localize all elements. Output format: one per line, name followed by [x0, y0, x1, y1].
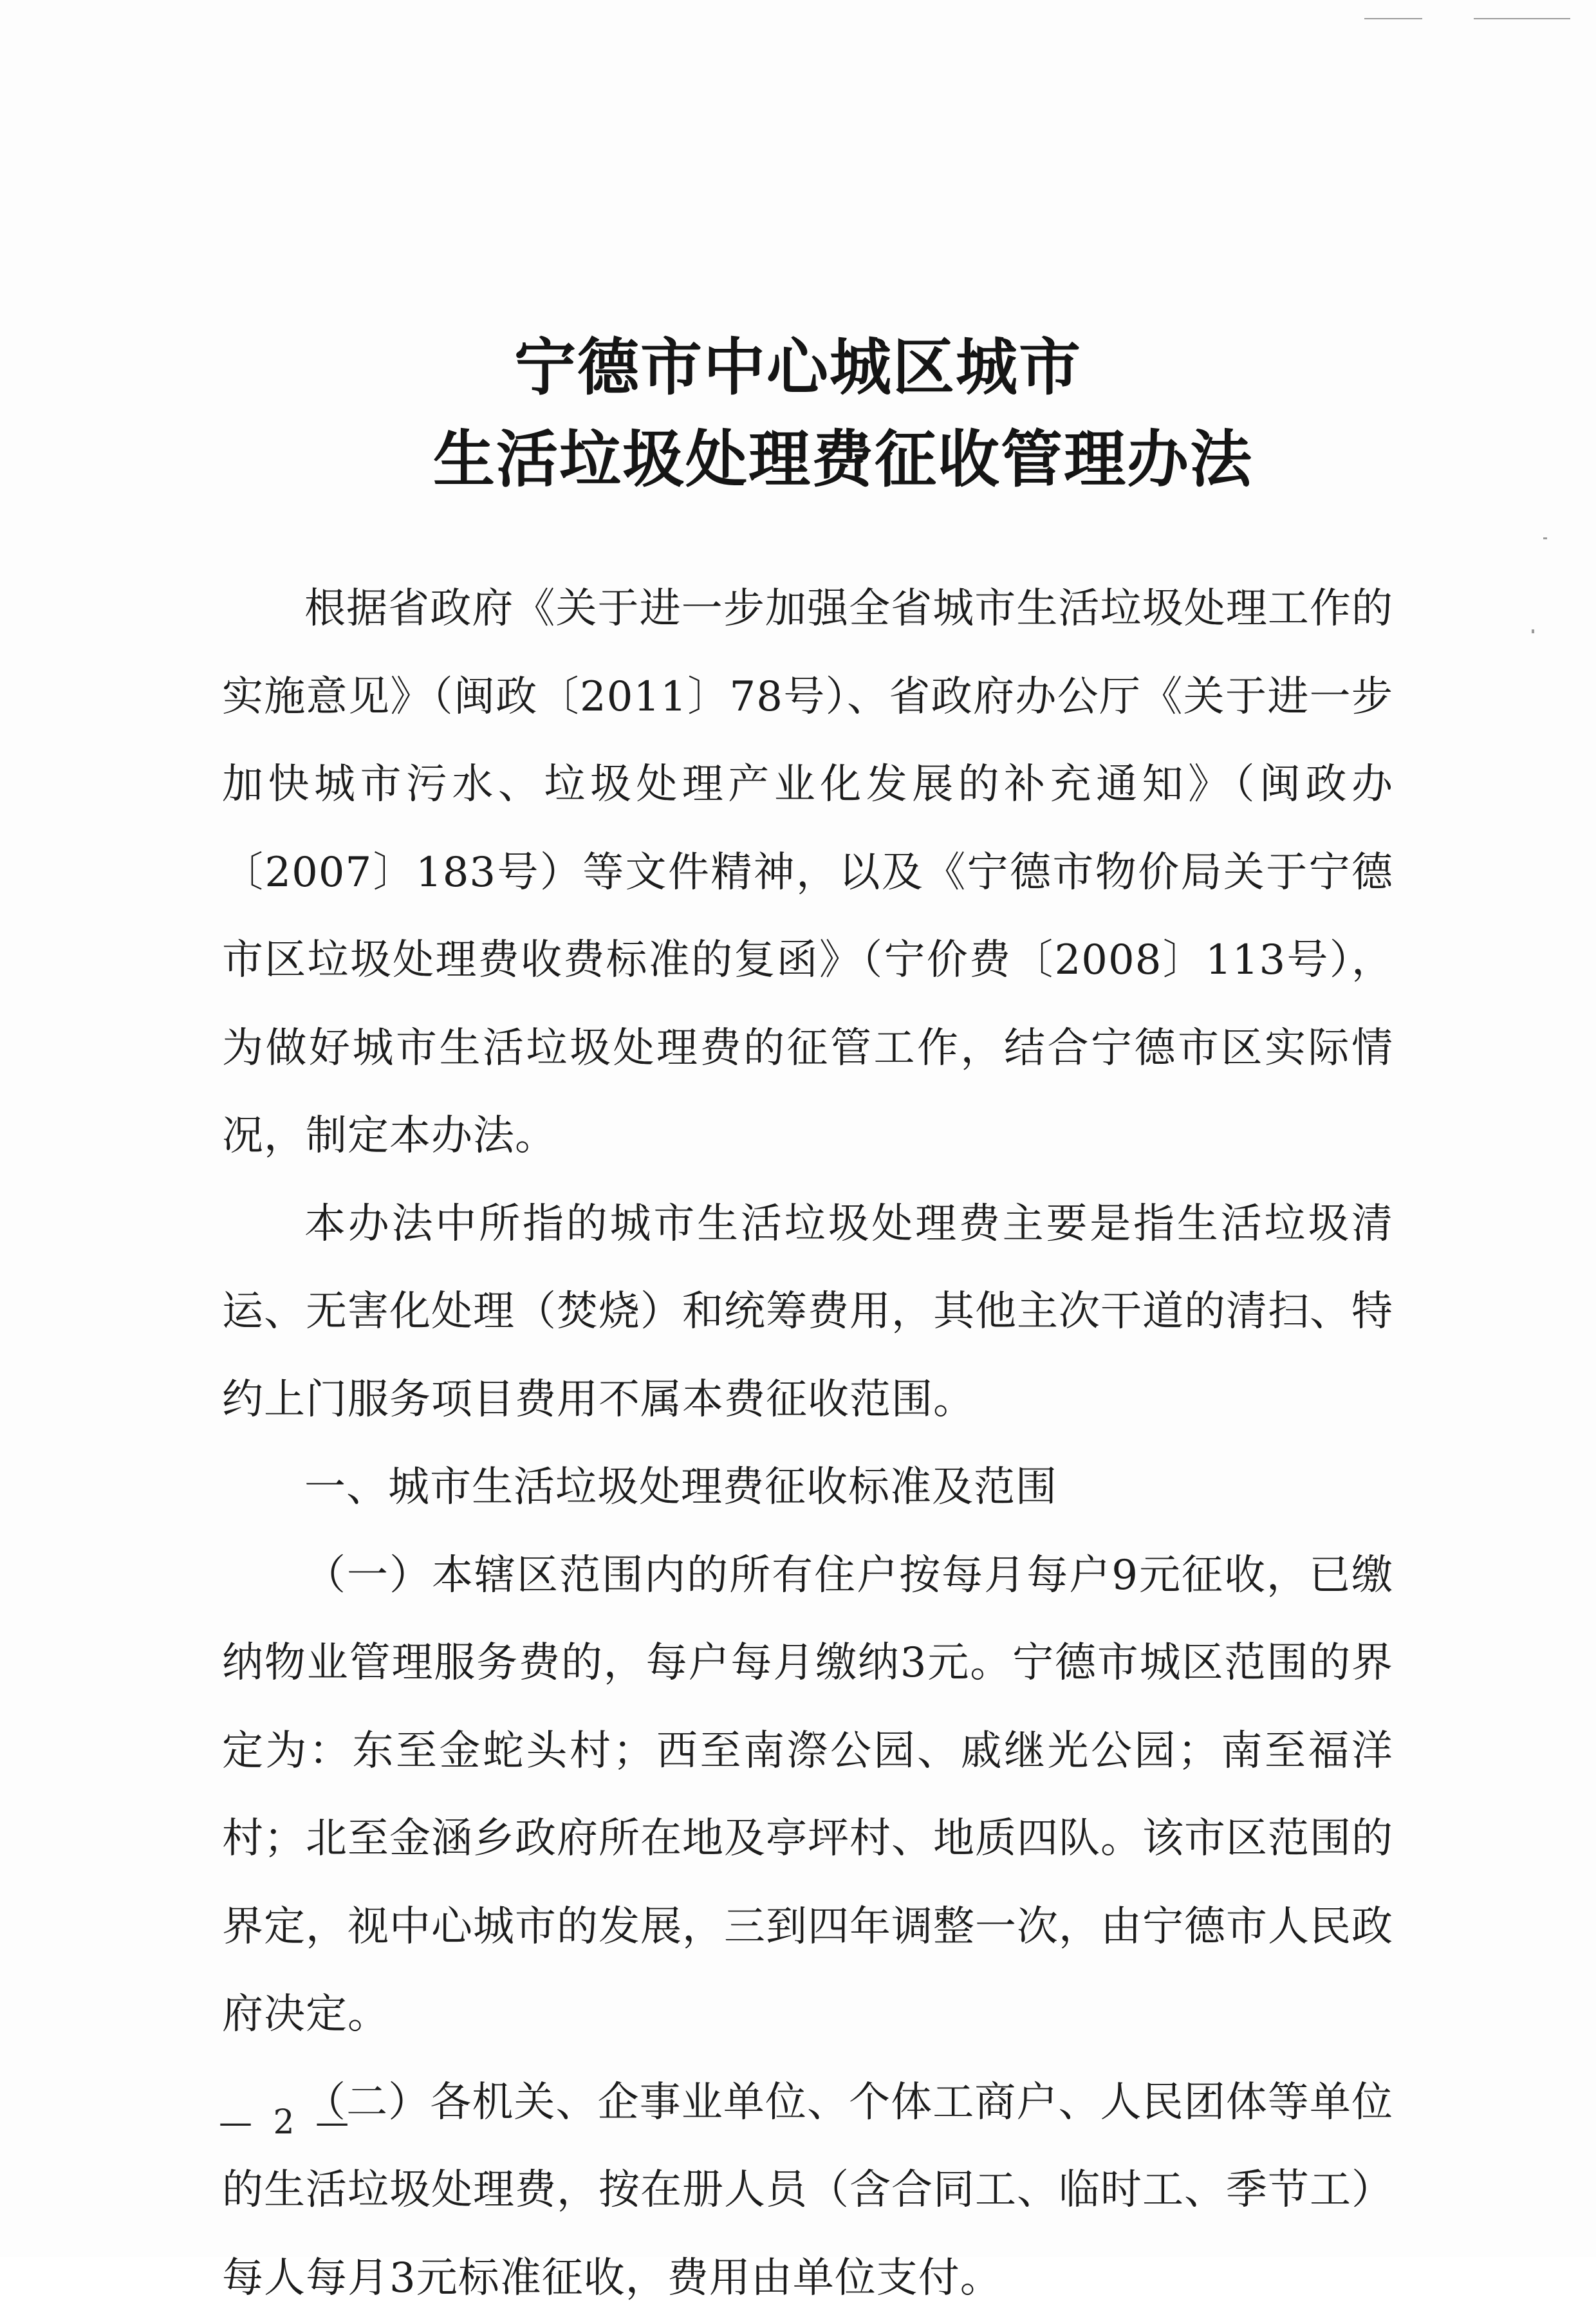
document-title-line-1: 宁德市中心城区城市 — [0, 319, 1596, 407]
page-number: — 2 — — [219, 2103, 354, 2142]
document-body — [222, 565, 1393, 2322]
paragraph-basis: 根据省政府《关于进一步加强全省城市生活垃圾处理工作的实施意见》（闽政〔2011〕78号）、省政府办公厅《关于进一步加快城市污水、垃圾处理产业化发展的补充通知》（闽政办〔2007〕183号）等文件精神，以及《宁德市物价局关于宁德市区垃圾处理费收费标准的复函》（宁价费〔2008〕113号），为做好城市生活垃圾处理费的征管工作，结合宁德市区实际情况，制定本办法。 — [222, 565, 1393, 1180]
paragraph-scope: 本办法中所指的城市生活垃圾处理费主要是指生活垃圾清运、无害化处理（焚烧）和统筹费用，其他主次干道的清扫、特约上门服务项目费用不属本费征收范围。 — [222, 1180, 1393, 1444]
scan-mark-top-2 — [1474, 18, 1570, 19]
scan-mark-top-1 — [1364, 18, 1422, 19]
scan-mark-edge-2 — [1532, 629, 1534, 633]
scan-mark-edge-1 — [1543, 537, 1547, 539]
paragraph-item-2: （二）各机关、企事业单位、个体工商户、人民团体等单位的生活垃圾处理费，按在册人员（含合同工、临时工、季节工）每人每月3元标准征收，费用由单位支付。 — [222, 2059, 1393, 2322]
paragraph-item-1: （一）本辖区范围内的所有住户按每月每户9元征收，已缴纳物业管理服务费的，每户每月缴纳3元。宁德市城区范围的界定为：东至金蛇头村；西至南漈公园、戚继光公园；南至福洋村；北至金涵乡政府所在地及亭坪村、地质四队。该市区范围的界定，视中心城市的发展，三到四年调整一次，由宁德市人民政府决定。 — [222, 1532, 1393, 2059]
section-heading-1: 一、城市生活垃圾处理费征收标准及范围 — [222, 1444, 1393, 1532]
document-title-line-2: 生活垃圾处理费征收管理办法 — [45, 411, 1596, 499]
